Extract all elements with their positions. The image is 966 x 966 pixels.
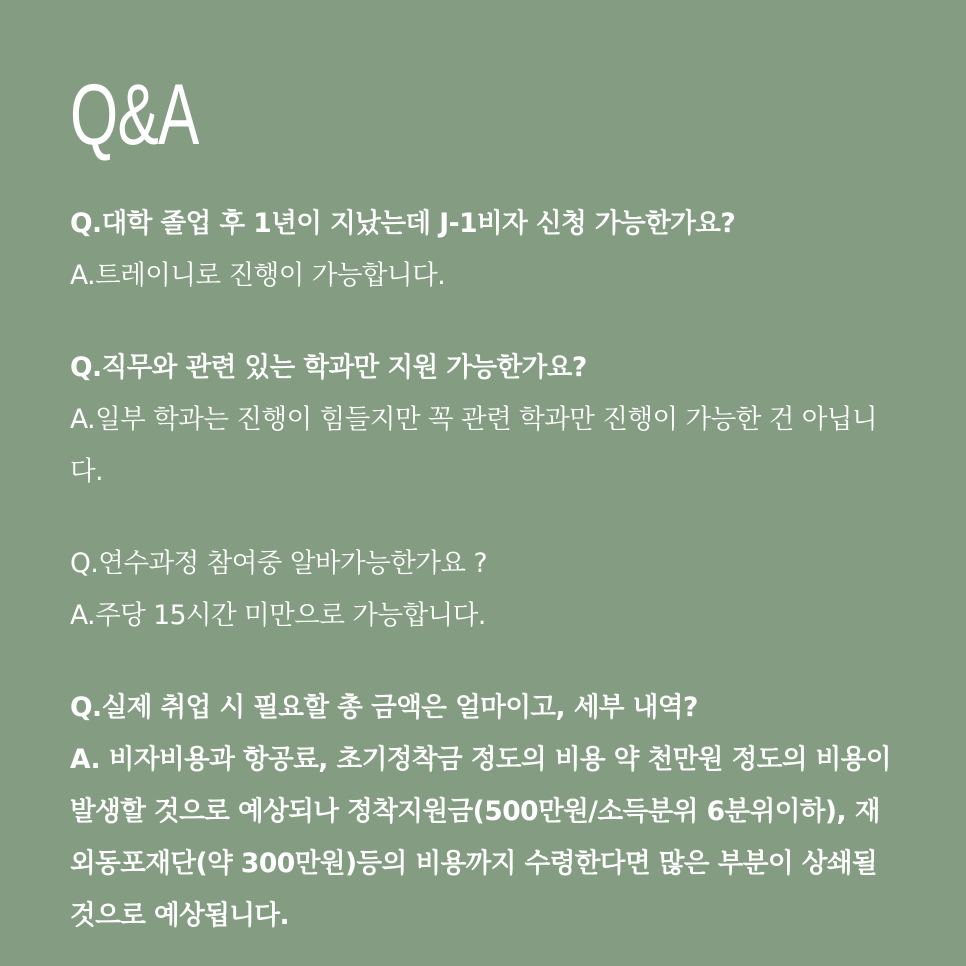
question-text: Q.대학 졸업 후 1년이 지났는데 J-1비자 신청 가능한가요? [70,208,736,239]
question-text: Q.직무와 관련 있는 학과만 지원 가능한가요? [70,352,587,383]
question-text: Q.연수과정 참여중 알바가능한가요 ? [70,548,488,579]
qa-list [70,198,896,942]
qa-item [70,682,896,942]
answer-text: A. 비자비용과 항공료, 초기정착금 정도의 비용 약 천만원 정도의 비용이 발생할 것으로 예상되나 정착지원금(500만원/소득분위 6분위이하), 재외동포재단(약 300만원)등의 비용까지 수령한다면 많은 부분이 상쇄될 것으로 예상됩니다. [70,744,891,931]
qa-item [70,342,896,498]
qa-item [70,538,896,642]
answer-text: A.트레이니로 진행이 가능합니다. [70,260,446,291]
question-text: Q.실제 취업 시 필요할 총 금액은 얼마이고, 세부 내역? [70,692,698,723]
qa-item [70,198,896,302]
answer-text: A.주당 15시간 미만으로 가능합니다. [70,600,486,631]
answer-text: A.일부 학과는 진행이 힘들지만 꼭 관련 학과만 진행이 가능한 건 아닙니다. [70,404,878,487]
page-title: Q&A [70,67,199,163]
